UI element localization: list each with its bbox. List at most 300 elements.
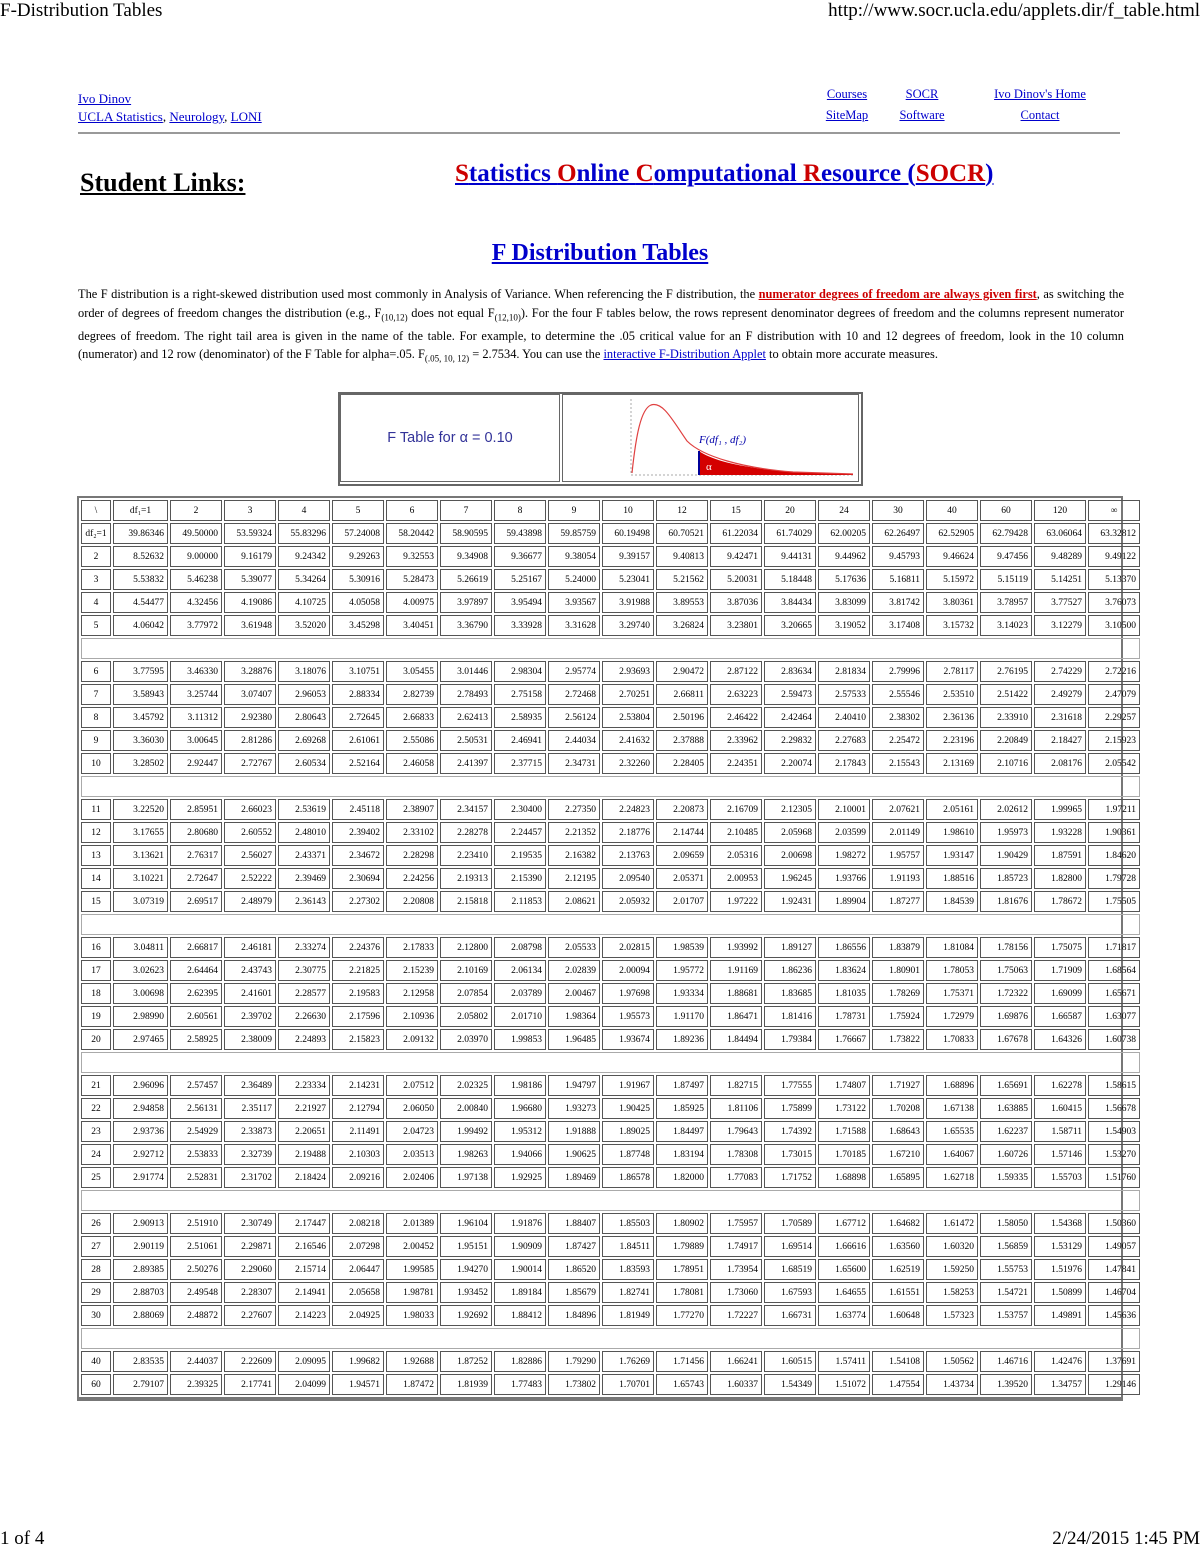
table-cell: 1.89904: [818, 891, 870, 912]
table-cell: 1.98033: [386, 1305, 438, 1326]
table-cell: 2.25472: [872, 730, 924, 751]
table-cell: 2.36136: [926, 707, 978, 728]
table-cell: 1.65895: [872, 1167, 924, 1188]
table-cell: 1.49057: [1088, 1236, 1140, 1257]
table-cell: 1.68896: [926, 1075, 978, 1096]
row-header: df₂=1: [81, 523, 111, 544]
table-cell: 1.83593: [602, 1259, 654, 1280]
table-cell: 3.17655: [113, 822, 168, 843]
table-cell: 2.74229: [1034, 661, 1086, 682]
table-cell: 3.10751: [332, 661, 384, 682]
table-cell: 1.88516: [926, 868, 978, 889]
ucla-statistics-link[interactable]: UCLA Statistics: [78, 109, 163, 124]
table-cell: 58.20442: [386, 523, 438, 544]
table-cell: 2.20651: [278, 1121, 330, 1142]
table-cell: 2.05533: [548, 937, 600, 958]
table-cell: 2.41632: [602, 730, 654, 751]
table-cell: 1.71909: [1034, 960, 1086, 981]
table-cell: 1.78951: [656, 1259, 708, 1280]
table-cell: 2.16546: [278, 1236, 330, 1257]
table-cell: 2.19313: [440, 868, 492, 889]
table-cell: 2.09095: [278, 1351, 330, 1372]
table-cell: 1.91169: [710, 960, 762, 981]
table-cell: 1.90909: [494, 1236, 546, 1257]
table-cell: 1.60738: [1088, 1029, 1140, 1050]
table-cell: 1.90425: [602, 1098, 654, 1119]
svg-text:α: α: [706, 461, 712, 473]
table-cell: 1.92688: [386, 1351, 438, 1372]
column-header: ∞: [1088, 500, 1140, 521]
table-cell: 2.12958: [386, 983, 438, 1004]
table-cell: 1.75505: [1088, 891, 1140, 912]
table-cell: 2.02325: [440, 1075, 492, 1096]
table-cell: 62.52905: [926, 523, 978, 544]
table-cell: 1.98610: [926, 822, 978, 843]
table-cell: 1.97138: [440, 1167, 492, 1188]
table-cell: 1.77270: [656, 1305, 708, 1326]
column-header: 15: [710, 500, 762, 521]
table-cell: 1.62519: [872, 1259, 924, 1280]
table-cell: 1.98539: [656, 937, 708, 958]
table-cell: 1.73822: [872, 1029, 924, 1050]
row-header: 13: [81, 845, 111, 866]
table-cell: 2.80680: [170, 822, 222, 843]
software-link[interactable]: Software: [899, 108, 945, 122]
column-header: 30: [872, 500, 924, 521]
table-cell: 3.87036: [710, 592, 762, 613]
table-cell: 1.72979: [926, 1006, 978, 1027]
table-cell: 2.69517: [170, 891, 222, 912]
table-cell: 1.65671: [1088, 983, 1140, 1004]
table-cell: 2.48872: [170, 1305, 222, 1326]
table-cell: 1.87277: [872, 891, 924, 912]
table-cell: 2.28278: [440, 822, 492, 843]
table-cell: 3.00645: [170, 730, 222, 751]
table-cell: 2.31702: [224, 1167, 276, 1188]
table-cell: 2.80643: [278, 707, 330, 728]
table-cell: 1.81949: [602, 1305, 654, 1326]
table-cell: 1.54721: [980, 1282, 1032, 1303]
table-cell: 2.27302: [332, 891, 384, 912]
table-cell: 1.54903: [1088, 1121, 1140, 1142]
table-cell: 2.05371: [656, 868, 708, 889]
table-cell: 2.52222: [224, 868, 276, 889]
table-cell: 2.14231: [332, 1075, 384, 1096]
table-cell: 1.75899: [764, 1098, 816, 1119]
table-cell: 1.91876: [494, 1213, 546, 1234]
row-header: 18: [81, 983, 111, 1004]
table-cell: 2.63223: [710, 684, 762, 705]
table-cell: 3.05455: [386, 661, 438, 682]
table-cell: 2.04099: [278, 1374, 330, 1395]
table-cell: 1.63774: [818, 1305, 870, 1326]
table-cell: 5.39077: [224, 569, 276, 590]
table-cell: 3.77527: [1034, 592, 1086, 613]
table-cell: 63.06064: [1034, 523, 1086, 544]
table-cell: 1.67678: [980, 1029, 1032, 1050]
row-header: 4: [81, 592, 111, 613]
table-cell: 1.78156: [980, 937, 1032, 958]
table-cell: 2.16709: [710, 799, 762, 820]
table-cell: 2.07512: [386, 1075, 438, 1096]
table-cell: 3.91988: [602, 592, 654, 613]
table-row: [81, 1098, 1140, 1119]
table-cell: 2.43371: [278, 845, 330, 866]
table-cell: 1.51072: [818, 1374, 870, 1395]
table-cell: 1.99682: [332, 1351, 384, 1372]
column-header: 12: [656, 500, 708, 521]
table-cell: 1.91888: [548, 1121, 600, 1142]
row-header: 17: [81, 960, 111, 981]
table-row: [81, 799, 1140, 820]
table-cell: 1.93228: [1034, 822, 1086, 843]
table-cell: 2.97465: [113, 1029, 168, 1050]
table-cell: 2.81834: [818, 661, 870, 682]
print-footer-page: 1 of 4: [0, 1528, 45, 1549]
table-cell: 1.73954: [710, 1259, 762, 1280]
table-cell: 1.95772: [656, 960, 708, 981]
table-cell: 2.51061: [170, 1236, 222, 1257]
table-cell: 1.86471: [710, 1006, 762, 1027]
table-cell: 1.68643: [872, 1121, 924, 1142]
table-cell: 1.84620: [1088, 845, 1140, 866]
table-cell: 2.90472: [656, 661, 708, 682]
table-cell: 2.37715: [494, 753, 546, 774]
table-cell: 2.98304: [494, 661, 546, 682]
table-cell: 2.39702: [224, 1006, 276, 1027]
table-cell: 1.73015: [764, 1144, 816, 1165]
table-cell: 1.90625: [548, 1144, 600, 1165]
row-header: 11: [81, 799, 111, 820]
table-cell: 9.29263: [332, 546, 384, 567]
table-cell: 5.53832: [113, 569, 168, 590]
table-cell: 1.75371: [926, 983, 978, 1004]
table-cell: 9.49122: [1088, 546, 1140, 567]
table-cell: 1.70208: [872, 1098, 924, 1119]
table-cell: 1.64326: [1034, 1029, 1086, 1050]
table-cell: 2.66811: [656, 684, 708, 705]
table-cell: 1.89025: [602, 1121, 654, 1142]
table-cell: 1.96680: [494, 1098, 546, 1119]
table-row: [81, 523, 1140, 544]
table-cell: 2.11853: [494, 891, 546, 912]
table-cell: 3.77972: [170, 615, 222, 636]
table-cell: 4.32456: [170, 592, 222, 613]
table-row: [81, 615, 1140, 636]
table-cell: 2.34672: [332, 845, 384, 866]
table-cell: 1.46704: [1088, 1282, 1140, 1303]
table-cell: 1.96104: [440, 1213, 492, 1234]
table-row: [81, 1075, 1140, 1096]
table-row: [81, 1259, 1140, 1280]
table-cell: 1.74807: [818, 1075, 870, 1096]
table-cell: 2.00698: [764, 845, 816, 866]
table-row: [81, 1029, 1140, 1050]
table-cell: 9.44962: [818, 546, 870, 567]
table-cell: 1.93273: [548, 1098, 600, 1119]
table-cell: 1.68898: [818, 1167, 870, 1188]
table-cell: 2.27607: [224, 1305, 276, 1326]
table-cell: 9.32553: [386, 546, 438, 567]
table-cell: 2.61061: [332, 730, 384, 751]
table-cell: 1.93452: [440, 1282, 492, 1303]
group-spacer-row: [81, 914, 1140, 935]
table-cell: 1.88407: [548, 1213, 600, 1234]
table-cell: 62.79428: [980, 523, 1032, 544]
table-cell: 9.16179: [224, 546, 276, 567]
table-cell: 2.14744: [656, 822, 708, 843]
table-cell: 5.23041: [602, 569, 654, 590]
table-cell: 1.70589: [764, 1213, 816, 1234]
table-cell: 2.17741: [224, 1374, 276, 1395]
table-cell: 9.39157: [602, 546, 654, 567]
table-cell: 2.41397: [440, 753, 492, 774]
table-cell: 2.03513: [386, 1144, 438, 1165]
table-cell: 9.24342: [278, 546, 330, 567]
table-cell: 1.81676: [980, 891, 1032, 912]
table-cell: 2.04723: [386, 1121, 438, 1142]
table-row: [81, 960, 1140, 981]
table-cell: 55.83296: [278, 523, 330, 544]
table-cell: 2.08798: [494, 937, 546, 958]
row-header: 27: [81, 1236, 111, 1257]
table-cell: 2.28577: [278, 983, 330, 1004]
table-cell: 1.96485: [548, 1029, 600, 1050]
table-cell: 2.02815: [602, 937, 654, 958]
table-cell: 1.81416: [764, 1006, 816, 1027]
table-cell: 2.03789: [494, 983, 546, 1004]
table-cell: 3.28502: [113, 753, 168, 774]
table-cell: 1.39520: [980, 1374, 1032, 1395]
table-cell: 1.98781: [386, 1282, 438, 1303]
table-cell: 1.87427: [548, 1236, 600, 1257]
table-cell: 2.21927: [278, 1098, 330, 1119]
table-cell: 1.79384: [764, 1029, 816, 1050]
contact-link[interactable]: Contact: [1020, 108, 1060, 122]
table-cell: 2.83634: [764, 661, 816, 682]
table-cell: 5.20031: [710, 569, 762, 590]
table-cell: 3.95494: [494, 592, 546, 613]
table-cell: 1.66587: [1034, 1006, 1086, 1027]
table-cell: 1.60648: [872, 1305, 924, 1326]
loni-link[interactable]: LONI: [230, 109, 262, 124]
table-cell: 9.40813: [656, 546, 708, 567]
table-cell: 53.59324: [224, 523, 276, 544]
table-row: [81, 891, 1140, 912]
table-cell: 5.46238: [170, 569, 222, 590]
table-cell: 2.76195: [980, 661, 1032, 682]
table-row: [81, 1121, 1140, 1142]
table-cell: 2.07298: [332, 1236, 384, 1257]
table-cell: 1.29146: [1088, 1374, 1140, 1395]
f-applet-link[interactable]: interactive F-Distribution Applet: [603, 347, 766, 362]
table-row: [81, 730, 1140, 751]
table-cell: 1.85723: [980, 868, 1032, 889]
table-cell: 2.56124: [548, 707, 600, 728]
table-cell: 3.83099: [818, 592, 870, 613]
neurology-link[interactable]: Neurology: [169, 109, 225, 124]
courses-link[interactable]: Courses: [826, 87, 868, 101]
table-cell: 2.01149: [872, 822, 924, 843]
table-cell: 3.84434: [764, 592, 816, 613]
table-cell: 2.10303: [332, 1144, 384, 1165]
table-cell: 2.05542: [1088, 753, 1140, 774]
table-cell: 2.14941: [278, 1282, 330, 1303]
intro-paragraph: The F distribution is a right-skewed distribution used most commonly in Analysis of Variance. When referencing the F distribution, the numerator degrees of freedom are always given first, as switching the order of degrees of freedom changes the distribution (e.g., $F_{(10,12)}$ does not equal $F_{(12,10)}$). For the four F tables below, the rows represent denominator degrees of freedom and the columns represent numerator degrees of freedom. The right tail area is given in the name of the table. For example, to determine the .05 critical value for an F distribution with 10 and 12 degrees of freedom, look in the 10 column (numerator) and 12 row (denominator) of the F Table for alpha=.05. $F_{(.05, 10, 12)} = 2.7534$. You can use the interactive F-Distribution Applet to obtain more accurate measures.: [78, 287, 1124, 364]
author-link[interactable]: Ivo Dinov: [78, 91, 132, 106]
row-header: 24: [81, 1144, 111, 1165]
home-link[interactable]: Ivo Dinov's Home: [994, 87, 1086, 101]
table-cell: 1.87591: [1034, 845, 1086, 866]
table-cell: 2.41601: [224, 983, 276, 1004]
table-cell: 2.38009: [224, 1029, 276, 1050]
row-header: 28: [81, 1259, 111, 1280]
table-cell: 1.97211: [1088, 799, 1140, 820]
table-cell: 1.74917: [710, 1236, 762, 1257]
table-row: [81, 868, 1140, 889]
nav-col-3: [972, 84, 1108, 126]
table-cell: 2.10169: [440, 960, 492, 981]
table-cell: 2.33102: [386, 822, 438, 843]
table-cell: 2.29257: [1088, 707, 1140, 728]
table-cell: 3.81742: [872, 592, 924, 613]
table-cell: 2.79996: [872, 661, 924, 682]
f-table-container: [77, 496, 1136, 1401]
table-cell: 1.57323: [926, 1305, 978, 1326]
table-cell: 2.45118: [332, 799, 384, 820]
table-corner-cell: \: [81, 500, 111, 521]
table-cell: 39.86346: [113, 523, 168, 544]
table-cell: 1.54108: [872, 1351, 924, 1372]
table-cell: 1.82741: [602, 1282, 654, 1303]
table-cell: 2.91774: [113, 1167, 168, 1188]
group-spacer-row: [81, 1328, 1140, 1349]
table-cell: 2.24893: [278, 1029, 330, 1050]
table-cell: 3.15732: [926, 615, 978, 636]
table-cell: 2.34157: [440, 799, 492, 820]
table-row: [81, 707, 1140, 728]
table-cell: 2.23334: [278, 1075, 330, 1096]
table-cell: 2.03599: [818, 822, 870, 843]
table-cell: 2.22609: [224, 1351, 276, 1372]
table-cell: 2.15239: [386, 960, 438, 981]
table-cell: 2.96096: [113, 1075, 168, 1096]
table-cell: 2.64464: [170, 960, 222, 981]
table-cell: 1.70833: [926, 1029, 978, 1050]
table-cell: 1.59335: [980, 1167, 1032, 1188]
table-cell: 2.38302: [872, 707, 924, 728]
table-cell: 1.57146: [1034, 1144, 1086, 1165]
table-cell: 1.79728: [1088, 868, 1140, 889]
table-cell: 2.95774: [548, 661, 600, 682]
table-cell: 1.91193: [872, 868, 924, 889]
table-cell: 2.15923: [1088, 730, 1140, 751]
table-cell: 2.03970: [440, 1029, 492, 1050]
table-cell: 1.81106: [710, 1098, 762, 1119]
table-cell: 2.72767: [224, 753, 276, 774]
table-cell: 1.46716: [980, 1351, 1032, 1372]
table-cell: 9.00000: [170, 546, 222, 567]
table-cell: 2.27683: [818, 730, 870, 751]
table-cell: 58.90595: [440, 523, 492, 544]
table-cell: 2.32739: [224, 1144, 276, 1165]
table-cell: 1.62237: [980, 1121, 1032, 1142]
table-cell: 1.96245: [764, 868, 816, 889]
table-cell: 2.24376: [332, 937, 384, 958]
table-cell: 2.58925: [170, 1029, 222, 1050]
table-cell: 2.55546: [872, 684, 924, 705]
row-header: 2: [81, 546, 111, 567]
row-header: 19: [81, 1006, 111, 1027]
table-cell: 2.72216: [1088, 661, 1140, 682]
table-cell: 4.00975: [386, 592, 438, 613]
table-cell: 1.69514: [764, 1236, 816, 1257]
table-cell: 2.00840: [440, 1098, 492, 1119]
row-header: 12: [81, 822, 111, 843]
table-cell: 2.02612: [980, 799, 1032, 820]
table-cell: 2.78493: [440, 684, 492, 705]
table-cell: 2.59473: [764, 684, 816, 705]
table-cell: 1.78081: [656, 1282, 708, 1303]
table-cell: 1.88412: [494, 1305, 546, 1326]
table-cell: 1.94571: [332, 1374, 384, 1395]
table-cell: 1.71456: [656, 1351, 708, 1372]
table-cell: 2.17833: [386, 937, 438, 958]
table-cell: 1.99492: [440, 1121, 492, 1142]
table-cell: 2.52831: [170, 1167, 222, 1188]
table-cell: 2.90913: [113, 1213, 168, 1234]
table-banner: [338, 392, 863, 486]
table-cell: 2.76317: [170, 845, 222, 866]
table-cell: 1.78053: [926, 960, 978, 981]
nav-col-1: [812, 84, 882, 126]
table-row: [81, 546, 1140, 567]
table-cell: 2.06447: [332, 1259, 384, 1280]
table-cell: 3.25744: [170, 684, 222, 705]
table-cell: 2.23196: [926, 730, 978, 751]
table-cell: 2.56027: [224, 845, 276, 866]
table-row: [81, 684, 1140, 705]
table-cell: 1.82800: [1034, 868, 1086, 889]
row-header: 29: [81, 1282, 111, 1303]
table-cell: 2.13763: [602, 845, 654, 866]
row-header: 15: [81, 891, 111, 912]
table-cell: 1.60726: [980, 1144, 1032, 1165]
table-cell: 2.52164: [332, 753, 384, 774]
table-cell: 2.15390: [494, 868, 546, 889]
table-cell: 9.46624: [926, 546, 978, 567]
sitemap-link[interactable]: SiteMap: [825, 108, 869, 122]
socr-link[interactable]: SOCR: [905, 87, 939, 101]
row-header: 60: [81, 1374, 111, 1395]
table-cell: 1.73802: [548, 1374, 600, 1395]
table-cell: 2.09132: [386, 1029, 438, 1050]
table-cell: 2.18424: [278, 1167, 330, 1188]
table-cell: 2.50531: [440, 730, 492, 751]
group-spacer-row: [81, 1190, 1140, 1211]
table-cell: 2.08218: [332, 1213, 384, 1234]
table-cell: 1.75075: [1034, 937, 1086, 958]
table-cell: 1.91967: [602, 1075, 654, 1096]
table-cell: 2.93693: [602, 661, 654, 682]
table-cell: 4.19086: [224, 592, 276, 613]
table-cell: 3.36790: [440, 615, 492, 636]
socr-title-link[interactable]: Statistics Online Computational Resource (SOCR): [455, 160, 994, 187]
table-cell: 2.89385: [113, 1259, 168, 1280]
table-cell: 2.44037: [170, 1351, 222, 1372]
page-title[interactable]: F Distribution Tables: [491, 240, 709, 266]
table-cell: 3.11312: [170, 707, 222, 728]
